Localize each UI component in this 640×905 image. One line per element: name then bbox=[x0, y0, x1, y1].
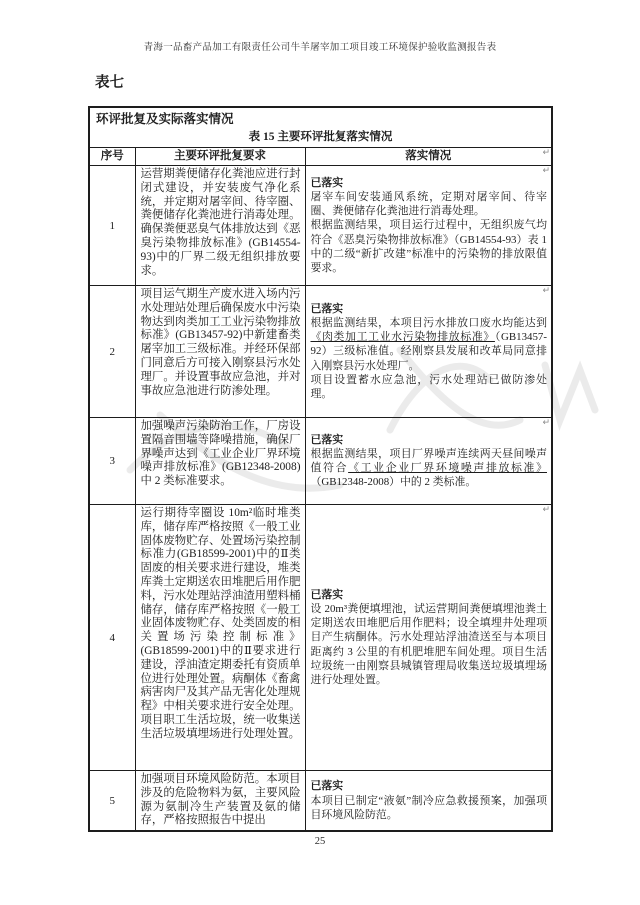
implementation-text: 项目设置蓄水应急池，污水处理站已做防渗处理。 bbox=[310, 373, 547, 400]
requirement-paragraph bbox=[141, 288, 301, 398]
table-row bbox=[90, 771, 551, 831]
implementation-paragraph bbox=[311, 218, 548, 274]
implementation-paragraph bbox=[311, 447, 548, 489]
requirement-cell bbox=[135, 771, 305, 831]
approval-table-container bbox=[88, 106, 553, 832]
implementation-cell bbox=[305, 166, 551, 286]
implementation-text: 屠宰车间安装通风系统，定期对屠宰间、待宰圈、粪便储存化粪池进行消毒处理。 bbox=[310, 191, 547, 218]
section-label: 表七 bbox=[95, 75, 124, 91]
implementation-text: 已落实 bbox=[310, 303, 344, 316]
requirement-cell bbox=[135, 505, 305, 771]
table-row bbox=[90, 286, 551, 418]
implementation-text: 已落实 bbox=[310, 433, 344, 446]
requirement-text: 项目运气期生产废水进入场内污水处理站处理后确保废水中污染物达到肉类加工工业污染物排放标准》(GB13457-92)中新建畜类屠宰加工三级标准。并经环保部门同意后方可接入刚察县污水处理厂。并设置事故应急池，并对事故应急池进行防渗处理。 bbox=[140, 288, 301, 397]
implementation-cell bbox=[305, 418, 551, 505]
implementation-paragraph bbox=[311, 588, 548, 602]
implementation-text: 根据监测结果，项目厂界噪声连续两天昼间噪声值符合 bbox=[310, 447, 547, 474]
column-header-requirement: 主要环评批复要求 bbox=[135, 148, 305, 166]
requirement-cell bbox=[135, 286, 305, 418]
header-row bbox=[90, 148, 551, 166]
row-number-cell: 1 bbox=[90, 166, 135, 286]
requirement-text: 运行期待宰圈设 10m²临时堆类库，储存库严格按照《一般工业固体废物贮存、处置场污染控制标准力(GB18599-2001)中的Ⅱ类固废的相关要求进行建设，堆类库粪土定期送农田堆肥后用作肥料，污水处理站浮油渣用塑料桶储存，储存库严格按照《一般工业固体废物贮存、处类固废的相关置场污染控制标准》(GB18599-2001)中的Ⅱ要求进行建设，浮油渣定期委托有资质单位进行处理处置。病酮体《畜禽病害肉尸及其产品无害化处理规程》中相关要求进行安全处理。项目职工生活垃圾，统一收集送生活垃圾填埋场进行处理处置。 bbox=[140, 507, 301, 740]
implementation-text: 已落实 bbox=[310, 177, 344, 190]
line-break-mark-icon: ↵ bbox=[542, 505, 550, 515]
implementation-cell bbox=[305, 771, 551, 831]
requirement-paragraph bbox=[141, 420, 301, 489]
row-number-cell: 5 bbox=[90, 771, 135, 831]
requirement-text: 加强项目环境风险防范。本项目涉及的危险物料为氨，主要风险源为氨制冷生产装置及氨的储存，严格按照报告中提出 bbox=[140, 773, 301, 827]
implementation-paragraph bbox=[311, 190, 548, 218]
row-number-cell: 4 bbox=[90, 505, 135, 771]
requirement-text: 运营期粪便储存化粪池应进行封闭式建设，并安装废气净化系统，并定期对屠宰间、待宰圈、粪便储存化粪池进行消毒处理。确保粪便恶臭气体排放达到《恶臭污染物排放标准》(GB14554-93)中的厂界二级无组织排放要求。 bbox=[140, 168, 301, 277]
implementation-paragraph bbox=[311, 794, 548, 822]
implementation-text: （GB12348-2008）中的 2 类标准。 bbox=[310, 476, 477, 489]
table-body bbox=[90, 166, 551, 831]
requirement-cell bbox=[135, 418, 305, 505]
implementation-paragraph bbox=[311, 779, 548, 793]
implementation-cell bbox=[305, 505, 551, 771]
column-header-no: 序号 bbox=[90, 148, 135, 166]
table-row bbox=[90, 166, 551, 286]
approval-table bbox=[90, 148, 551, 830]
implementation-cell bbox=[305, 286, 551, 418]
implementation-text: （GB13457-92）三级标准值。经刚察县发展和改革局同意排入刚察县污水处理厂。 bbox=[310, 331, 547, 372]
line-break-mark-icon: ↵ bbox=[542, 418, 550, 428]
implementation-paragraph bbox=[311, 373, 548, 401]
document-header: 青海一品畜产品加工有限责任公司牛羊屠宰加工项目竣工环境保护验收监测报告表 bbox=[143, 43, 497, 53]
table-header bbox=[90, 148, 551, 166]
table-row bbox=[90, 505, 551, 771]
implementation-text: 根据监测结果，本项目污水排放口废水均能达到 bbox=[310, 317, 547, 330]
table-title: 环评批复及实际落实情况 bbox=[96, 112, 234, 126]
implementation-text: 已落实 bbox=[310, 780, 344, 793]
implementation-paragraph bbox=[311, 302, 548, 316]
line-break-mark-icon: ↵ bbox=[542, 286, 550, 296]
requirement-paragraph bbox=[141, 168, 301, 278]
column-header-implementation: 落实情况 ↵ bbox=[305, 148, 551, 166]
requirement-cell bbox=[135, 166, 305, 286]
implementation-paragraph bbox=[311, 602, 548, 687]
implementation-text: 本项目已制定“液氨”制冷应急救援预案，加强项目环境风险防范。 bbox=[310, 794, 547, 821]
implementation-text: 设 20m³粪便填埋池，试运营期间粪便填埋池粪土定期送农田堆肥后用作肥料；设全填埋井处理项目产生病酮体。污水处理站浮油渣送至与本项目距离约 3 公里的有机肥堆肥车间处理。项目生活垃圾统一由刚察县城镇管理局收集送垃圾填埋场进行处理处置。 bbox=[310, 603, 547, 686]
page-number: 25 bbox=[314, 836, 326, 847]
implementation-paragraph bbox=[311, 176, 548, 190]
requirement-paragraph bbox=[141, 507, 301, 742]
line-break-mark-icon: ↵ bbox=[542, 148, 550, 158]
table-caption: 表 15 主要环评批复落实情况 bbox=[90, 128, 551, 148]
row-number-cell: 3 bbox=[90, 418, 135, 505]
implementation-paragraph bbox=[311, 316, 548, 372]
line-break-mark-icon: ↵ bbox=[542, 166, 550, 176]
implementation-text: 《工业企业厂界环境噪声排放标准》 bbox=[348, 462, 547, 474]
requirement-text: 加强噪声污染防治工作，厂房设置隔音围墙等降噪措施，确保厂界噪声达到《工业企业厂界环境噪声排放标准》(GB12348-2008)中 2 类标准要求。 bbox=[140, 420, 301, 488]
row-number-cell: 2 bbox=[90, 286, 135, 418]
table-row bbox=[90, 418, 551, 505]
implementation-text: 根据监测结果，项目运行过程中，无组织废气均符合《恶臭污染物排放标准》（GB14554-93）表 1 中的二级“新扩改建”标准中的污染物的排放限值要求。 bbox=[310, 219, 547, 274]
implementation-paragraph bbox=[311, 433, 548, 447]
requirement-paragraph bbox=[141, 773, 301, 828]
implementation-text: 《肉类加工工业水污染物排放标准》 bbox=[310, 331, 495, 344]
implementation-text: 已落实 bbox=[310, 589, 344, 602]
